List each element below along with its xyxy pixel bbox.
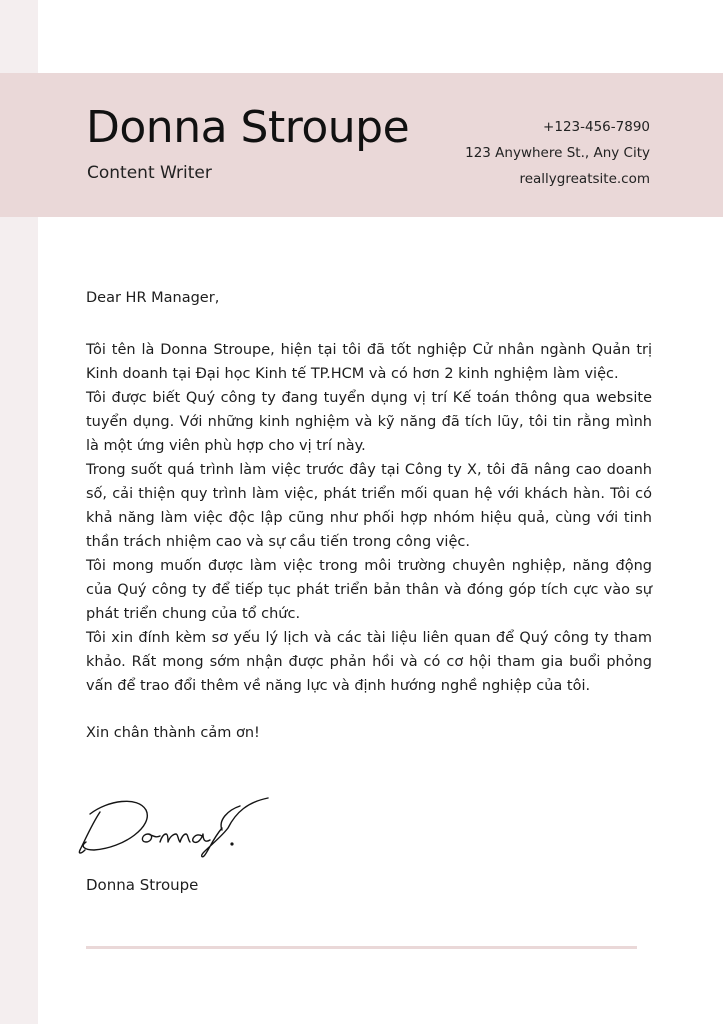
footer-divider [86,946,637,949]
address: 123 Anywhere St., Any City [465,145,650,161]
contact-block [465,114,650,192]
paragraph: Tôi tên là Donna Stroupe, hiện tại tôi đã tốt nghiệp Cử nhân ngành Quản trị Kinh doanh tại Đại học Kinh tế TP.HCM và có hơn 2 kinh nghiệm làm việc. [86,342,652,382]
paragraph: Tôi được biết Quý công ty đang tuyển dụng vị trí Kế toán thông qua website tuyển dụng. Với những kinh nghiệm và kỹ năng đã tích lũy, tôi tin rằng mình là một ứng viên phù hợp cho vị trí này. [86,390,652,454]
greeting: Dear HR Manager, [86,290,220,306]
closing-line: Xin chân thành cảm ơn! [86,725,260,741]
sender-name: Donna Stroupe [86,102,410,153]
signed-name: Donna Stroupe [86,876,199,894]
website-link[interactable]: reallygreatsite.com [519,171,650,187]
phone-number: +123-456-7890 [543,119,650,135]
handwritten-signature [72,790,282,862]
paragraph: Tôi xin đính kèm sơ yếu lý lịch và các tài liệu liên quan để Quý công ty tham khảo. Rất mong sớm nhận được phản hồi và có cơ hội tham gia buổi phỏng vấn để trao đổi thêm về năng lực và định hướng nghề nghiệp của tôi. [86,630,652,694]
paragraph: Tôi mong muốn được làm việc trong môi trường chuyên nghiệp, năng động của Quý công ty để tiếp tục phát triển bản thân và đóng góp tích cực vào sự phát triển chung của tổ chức. [86,558,652,622]
letter-body [86,286,652,745]
paragraph: Trong suốt quá trình làm việc trước đây tại Công ty X, tôi đã nâng cao doanh số, cải thiện quy trình làm việc, phát triển mối quan hệ với khách hàn. Tôi có khả năng làm việc độc lập cũng như phối hợp nhóm hiệu quả, cùng với tinh thần trách nhiệm cao và sự cầu tiến trong công việc. [86,462,652,550]
sender-role: Content Writer [87,163,212,183]
